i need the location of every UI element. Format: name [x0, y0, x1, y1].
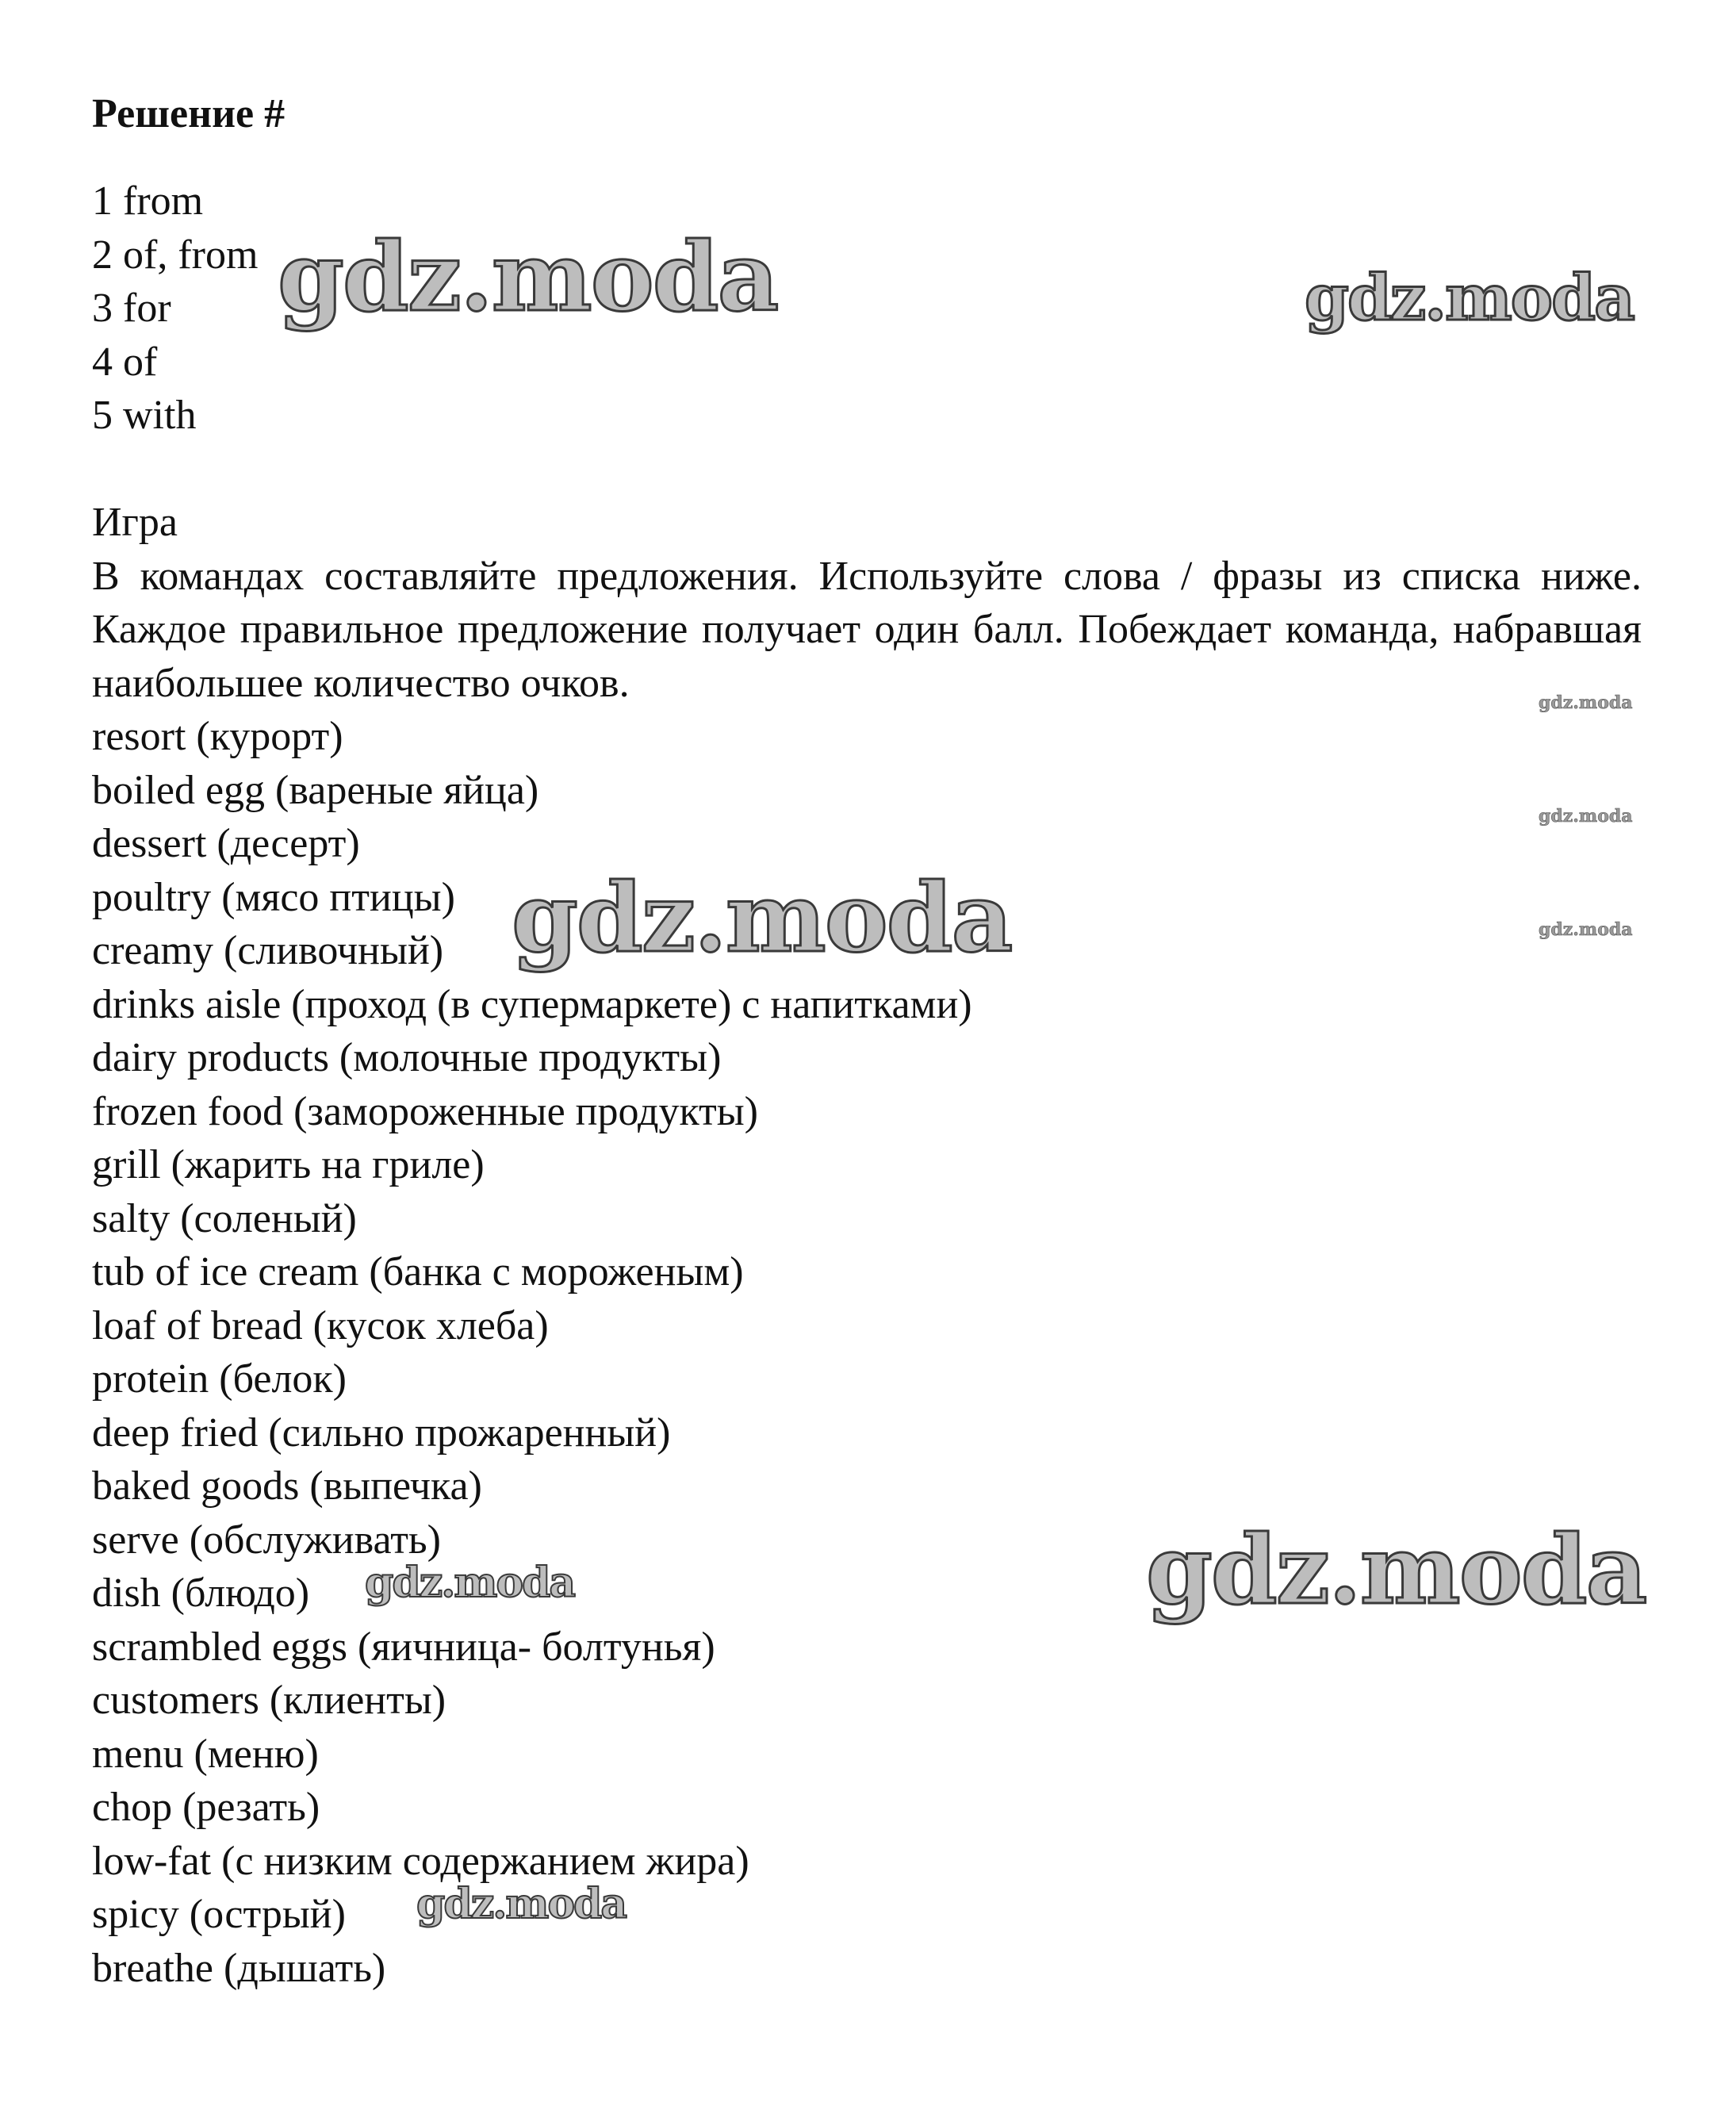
- vocabulary-item: customers (клиенты): [92, 1678, 446, 1723]
- vocabulary-item: breathe (дышать): [92, 1945, 386, 1991]
- watermark: gdz.moda: [416, 1880, 627, 1928]
- watermark: gdz.moda: [1146, 1514, 1646, 1626]
- vocabulary-item: dessert (десерт): [92, 821, 360, 866]
- vocabulary-item: salty (соленый): [92, 1195, 357, 1241]
- game-instructions: В командах составляйте предложения. Используйте слова / фразы из списка ниже. Каждое правильное предложение получает один балл. Побеждает команда, набравшая наибольшее количество очков.: [92, 553, 1642, 706]
- watermark: gdz.moda: [1539, 919, 1633, 940]
- answers-list: [92, 175, 258, 443]
- vocabulary-item: low-fat (с низким содержанием жира): [92, 1838, 749, 1884]
- game-title: Игра: [92, 500, 178, 545]
- watermark: gdz.moda: [1539, 806, 1633, 827]
- vocabulary-item: protein (белок): [92, 1356, 347, 1402]
- watermark: gdz.moda: [278, 221, 778, 333]
- vocabulary-item: poultry (мясо птицы): [92, 874, 455, 920]
- vocabulary-item: spicy (острый): [92, 1892, 346, 1937]
- vocabulary-item: baked goods (выпечка): [92, 1463, 482, 1509]
- answer-item: 4 of: [92, 339, 158, 385]
- vocabulary-item: creamy (сливочный): [92, 928, 444, 973]
- vocabulary-item: dairy products (молочные продукты): [92, 1035, 722, 1080]
- vocabulary-item: frozen food (замороженные продукты): [92, 1088, 758, 1134]
- game-section: [92, 496, 1642, 1995]
- watermark: gdz.moda: [1305, 260, 1634, 335]
- vocabulary-item: resort (курорт): [92, 714, 343, 759]
- vocabulary-item: grill (жарить на гриле): [92, 1142, 485, 1187]
- vocabulary-item: loaf of bread (кусок хлеба): [92, 1302, 549, 1348]
- answer-item: 5 with: [92, 393, 197, 438]
- vocabulary-item: chop (резать): [92, 1785, 320, 1830]
- vocabulary-item: serve (обслуживать): [92, 1517, 441, 1563]
- vocabulary-item: scrambled eggs (яичница- болтунья): [92, 1624, 715, 1670]
- vocabulary-item: dish (блюдо): [92, 1571, 310, 1616]
- vocabulary-item: tub of ice cream (банка с мороженым): [92, 1249, 744, 1294]
- vocabulary-item: deep fried (сильно прожаренный): [92, 1410, 671, 1456]
- watermark: gdz.moda: [1539, 692, 1633, 713]
- solution-heading: Решение #: [92, 91, 286, 136]
- answer-item: 3 for: [92, 286, 171, 331]
- vocabulary-item: boiled egg (вареные яйца): [92, 767, 539, 813]
- watermark: gdz.moda: [365, 1559, 575, 1607]
- vocabulary-item: drinks aisle (проход (в супермаркете) с напитками): [92, 981, 972, 1027]
- answer-item: 1 from: [92, 178, 204, 224]
- vocabulary-item: menu (меню): [92, 1731, 319, 1777]
- watermark: gdz.moda: [512, 862, 1012, 974]
- answer-item: 2 of, from: [92, 232, 259, 278]
